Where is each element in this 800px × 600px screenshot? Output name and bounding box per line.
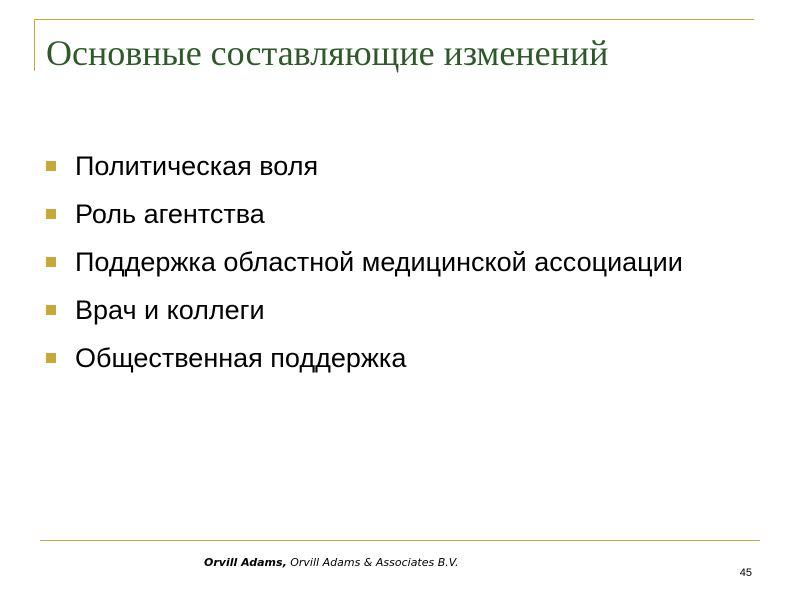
bullet-item — [46, 338, 683, 386]
bullet-list — [46, 146, 683, 386]
bullet-text: Политическая воля — [75, 151, 319, 181]
bullet-item — [46, 194, 683, 242]
title-top-rule — [34, 19, 754, 20]
bullet-text: Врач и коллеги — [75, 295, 265, 325]
bullet-item — [46, 146, 683, 194]
slide-title: Основные составляющие изменений — [46, 33, 609, 73]
square-bullet-icon — [46, 353, 56, 363]
footer-organization: Orvill Adams & Associates B.V. — [286, 556, 459, 569]
bullet-item — [46, 242, 683, 290]
square-bullet-icon — [46, 257, 56, 267]
title-left-rule — [34, 19, 35, 71]
square-bullet-icon — [46, 305, 56, 315]
square-bullet-icon — [46, 209, 56, 219]
bullet-text: Роль агентства — [75, 199, 265, 229]
footer-rule — [40, 540, 760, 541]
square-bullet-icon — [46, 161, 56, 171]
bullet-text: Поддержка областной медицинской ассоциации — [75, 247, 683, 277]
page-number: 45 — [739, 567, 752, 579]
footer-credit — [204, 556, 459, 569]
bullet-text: Общественная поддержка — [75, 343, 407, 373]
footer-author: Orvill Adams, — [204, 556, 287, 569]
bullet-item — [46, 290, 683, 338]
